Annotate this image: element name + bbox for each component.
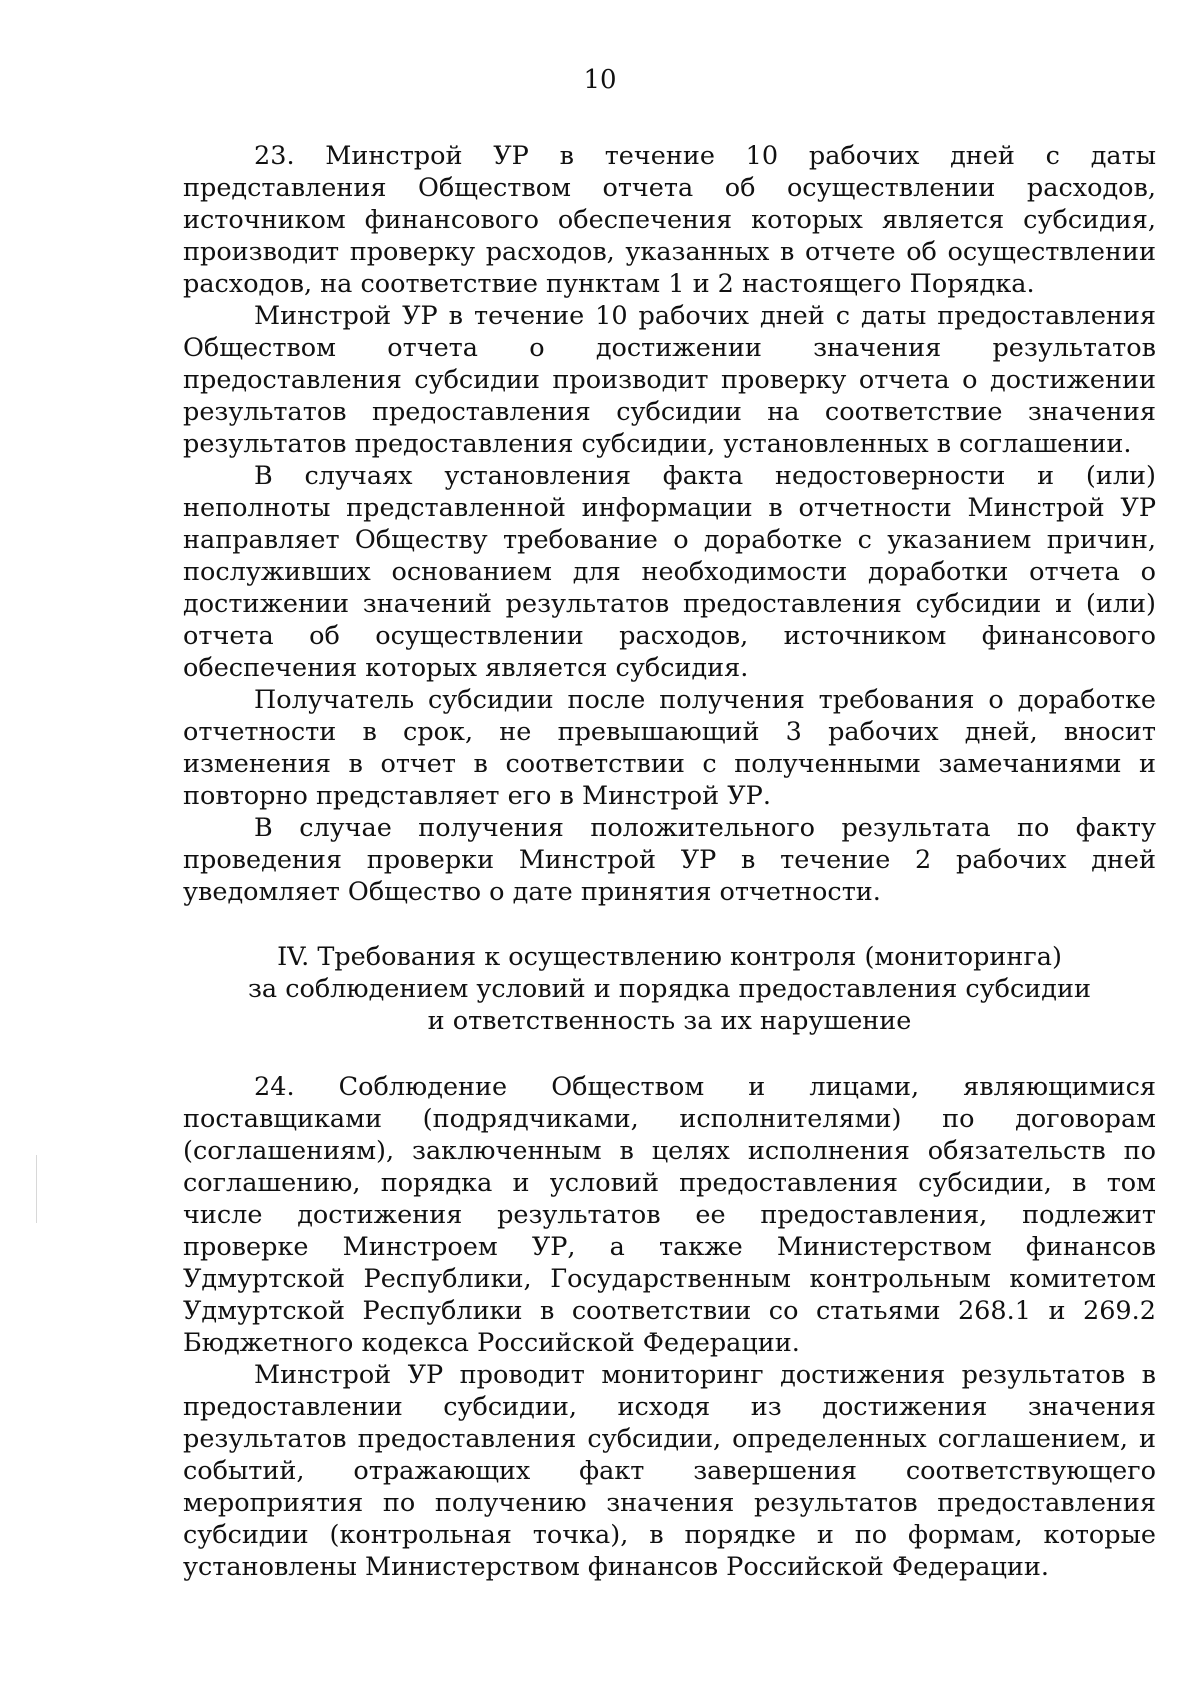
paragraph-review-results-report: Минстрой УР в течение 10 рабочих дней с даты предоставления Обществом отчета о достижении значения результатов предоставления субсидии производит проверку отчета о достижении результатов предоставления субсидии на соответствие значения результатов предоставления субсидии, установленных в соглашении. xyxy=(183,301,1156,459)
section-heading-iv xyxy=(183,941,1156,1037)
paragraph-monitoring-results: Минстрой УР проводит мониторинг достижения результатов в предоставлении субсидии, исходя из достижения значения результатов предоставления субсидии, определенных соглашением, и событий, отражающих факт завершения соответствующего мероприятия по получению значения результатов предоставления субсидии (контрольная точка), в порядке и по формам, которые установлены Министерством финансов Российской Федерации. xyxy=(183,1360,1156,1582)
scan-edge-mark xyxy=(36,1155,37,1223)
paragraph-recipient-corrections: Получатель субсидии после получения требования о доработке отчетности в срок, не превышающий 3 рабочих дней, вносит изменения в отчет в соответствии с полученными замечаниями и повторно представляет его в Минстрой УР. xyxy=(183,685,1156,811)
section-heading-line-2: за соблюдением условий и порядка предоставления субсидии xyxy=(247,974,1091,1004)
section-heading-line-1: IV. Требования к осуществлению контроля (мониторинга) xyxy=(277,942,1062,972)
paragraph-24-compliance-check: 24. Соблюдение Обществом и лицами, являющимися поставщиками (подрядчиками, исполнителями) по договорам (соглашениям), заключенным в целях исполнения обязательств по соглашению, порядка и условий предоставления субсидии, в том числе достижения результатов ее предоставления, подлежит проверке Минстроем УР, а также Министерством финансов Удмуртской Республики, Государственным контрольным комитетом Удмуртской Республики в соответствии со статьями 268.1 и 269.2 Бюджетного кодекса Российской Федерации. xyxy=(183,1072,1156,1358)
paragraph-revision-request: В случаях установления факта недостоверности и (или) неполноты представленной информации в отчетности Минстрой УР направляет Обществу требование о доработке с указанием причин, послуживших основанием для необходимости доработки отчета о достижении значений результатов предоставления субсидии и (или) отчета об осуществлении расходов, источником финансового обеспечения которых является субсидия. xyxy=(183,461,1156,683)
paragraph-23-review-expenses: 23. Минстрой УР в течение 10 рабочих дней с даты представления Обществом отчета об осуществлении расходов, источником финансового обеспечения которых является субсидия, производит проверку расходов, указанных в отчете об осуществлении расходов, на соответствие пунктам 1 и 2 настоящего Порядка. xyxy=(183,141,1156,299)
page-number: 10 xyxy=(583,65,617,95)
section-heading-line-3: и ответственность за их нарушение xyxy=(427,1006,912,1036)
document-body xyxy=(183,140,1156,1583)
paragraph-acceptance-notice: В случае получения положительного результата по факту проведения проверки Минстрой УР в течение 2 рабочих дней уведомляет Общество о дате принятия отчетности. xyxy=(183,813,1156,907)
